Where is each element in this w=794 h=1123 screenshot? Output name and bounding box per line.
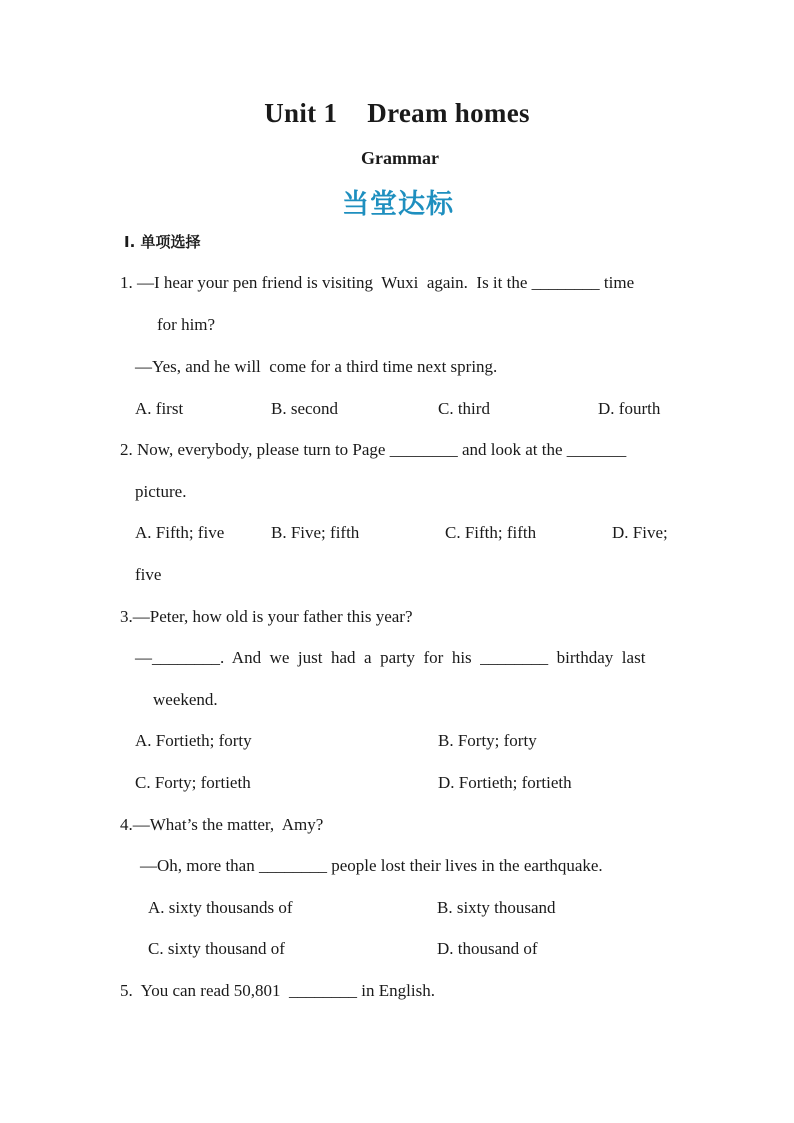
section-heading: Ⅰ. 单项选择: [124, 233, 201, 251]
question-1-option-d: D. fourth: [598, 399, 661, 418]
question-3-option-a: A. Fortieth; forty: [135, 731, 252, 750]
question-3-line-3: weekend.: [153, 690, 218, 709]
question-4-option-a: A. sixty thousands of: [148, 898, 293, 917]
question-2-option-a: A. Fifth; five: [135, 523, 225, 542]
page-title: [0, 98, 794, 129]
question-2-line-2: picture.: [135, 482, 187, 501]
question-1-line-1: 1. —I hear your pen friend is visiting Wuxi again. Is it the ________ time: [120, 273, 635, 292]
question-3-option-d: D. Fortieth; fortieth: [438, 773, 572, 792]
question-1-line-3: —Yes, and he will come for a third time next spring.: [135, 357, 498, 376]
question-2-option-c: C. Fifth; fifth: [445, 523, 537, 542]
exercise-heading: 当堂达标: [342, 189, 454, 220]
question-2-line-1: 2. Now, everybody, please turn to Page ________ and look at the _______: [120, 440, 627, 459]
question-5-line-1: 5. You can read 50,801 ________ in English.: [120, 981, 435, 1000]
question-1-option-c: C. third: [438, 399, 490, 418]
question-4-line-1: 4.—What’s the matter, Amy?: [120, 815, 324, 834]
title-topic: Dream homes: [367, 98, 530, 128]
question-4-line-2: —Oh, more than ________ people lost their lives in the earthquake.: [140, 856, 603, 875]
question-3-line-1: 3.—Peter, how old is your father this year?: [120, 607, 413, 626]
question-2-option-d: D. Five;: [612, 523, 668, 542]
title-unit: Unit 1: [264, 98, 338, 128]
question-1-option-b: B. second: [271, 399, 339, 418]
question-4-option-d: D. thousand of: [437, 939, 538, 958]
question-1-option-a: A. first: [135, 399, 184, 418]
question-2-option-d-continued: five: [135, 565, 162, 584]
question-2-option-b: B. Five; fifth: [271, 523, 360, 542]
question-3-option-b: B. Forty; forty: [438, 731, 537, 750]
question-4-option-c: C. sixty thousand of: [148, 939, 285, 958]
question-3-option-c: C. Forty; fortieth: [135, 773, 251, 792]
question-1-line-2: for him?: [157, 315, 216, 334]
question-3-line-2: —________. And we just had a party for his ________ birthday last: [135, 648, 646, 667]
question-4-option-b: B. sixty thousand: [437, 898, 556, 917]
page-subtitle: Grammar: [361, 148, 439, 168]
